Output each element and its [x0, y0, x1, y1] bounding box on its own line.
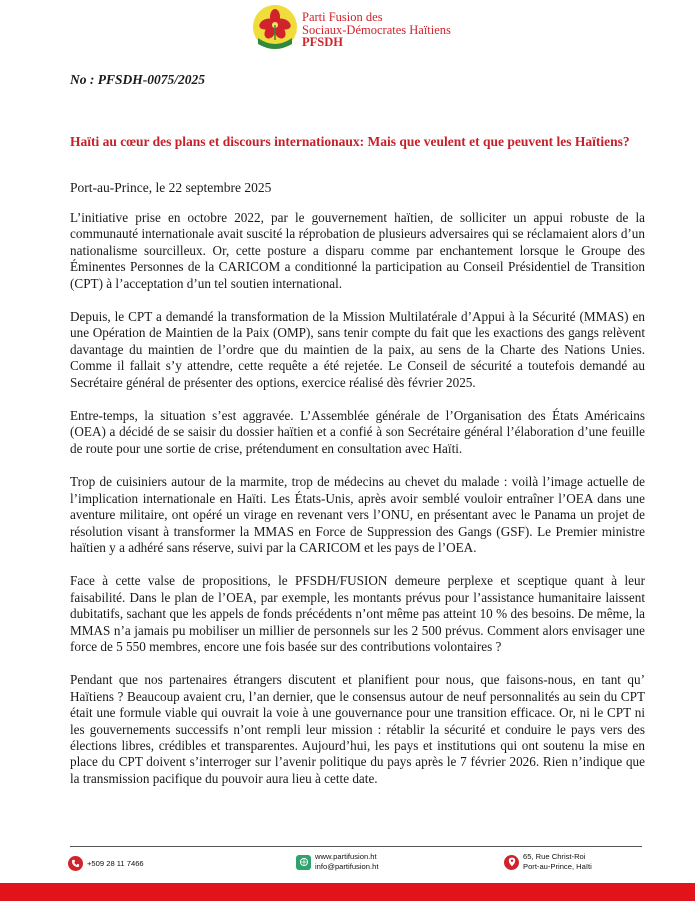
paragraph: Entre-temps, la situation s’est aggravée. L’Assemblée générale de l’Organisation des États Américains (OEA) a décidé de se saisir du dossier haïtien et a confié à son Secrétaire général l’élaboration d’une feuille de route pour une sortie de crise, prétendument en consultation avec Haïti.	[70, 408, 645, 456]
party-name-line2: Sociaux-Démocrates Haïtiens	[302, 22, 451, 37]
email-link[interactable]: info@partifusion.ht	[315, 862, 379, 871]
party-abbreviation: PFSDH	[302, 35, 343, 49]
paragraph: Face à cette valse de propositions, le PFSDH/FUSION demeure perplexe et sceptique quant à leur faisabilité. Dans le plan de l’OEA, par exemple, les montants prévus pour l’assistance humanitaire laissent dubitatifs, sachant que les appels de fonds précédents n’ont même pas atteint 10 % des besoins. De même, la MMAS n’a jamais pu mobiliser un millier de personnels sur les 2 500 prévus. Comment alors envisager une force de 5 550 membres, encore une fois basée sur des contributions volontaires ?	[70, 573, 645, 654]
document-body	[70, 210, 645, 804]
phone-number[interactable]: +509 28 11 7466	[87, 858, 144, 868]
footer-web	[296, 852, 378, 872]
footer-phone	[68, 856, 144, 871]
paragraph: L’initiative prise en octobre 2022, par le gouvernement haïtien, de solliciter un appui robuste de la communauté internationale avait suscité la réprobation de plusieurs adversaires qui se réclamaient alors d’un nationalisme sourcilleux. Or, cette posture a disparu comme par enchantement lorsque le Groupe des Éminentes Personnes de la CARICOM a conditionné la participation au Conseil Présidentiel de Transition (CPT) à l’acceptation d’un tel soutien international.	[70, 210, 645, 291]
document-title: Haïti au cœur des plans et discours internationaux: Mais que veulent et que peuvent les Haïtiens?	[70, 134, 630, 149]
paragraph: Pendant que nos partenaires étrangers discutent et planifient pour nous, que faisons-nous, en tant qu’ Haïtiens ? Beaucoup avaient cru, l’an dernier, que le consensus autour de neuf personnalités au sein du CPT était une formule viable qui ouvrait la voie à une gouvernance pour une transition efficace. Or, ni le CPT ni les gouvernements successifs n’ont rempli leur mission : rétablir la sécurité et conduire le pays vers des élections libres, crédibles et transparentes. Aujourd’hui, les pays et institutions qui ont soutenu la mise en place du CPT doivent s’interroger sur l’avenir politique du pays après le 7 février 2026. Rien n’indique que la transmission pacifique du pouvoir aura lieu à cette date.	[70, 672, 645, 786]
address-line1: 65, Rue Christ-Roi	[523, 852, 586, 861]
address-line2: Port-au-Prince, Haïti	[523, 862, 592, 871]
paragraph: Trop de cuisiniers autour de la marmite, trop de médecins au chevet du malade : voilà l’image actuelle de l’implication internationale en Haïti. Les États-Unis, après avoir semblé vouloir entraîner l’OEA dans une aventure militaire, ont opéré un virage en revenant vers l’ONU, en présentant avec le Panama un projet de résolution visant à transformer la MMAS en Force de Suppression des Gangs (GSF). Le Premier ministre haïtien y a adhéré sans réserve, suivi par la CARICOM et les pays de l’OEA.	[70, 474, 645, 555]
document-number: No : PFSDH-0075/2025	[70, 72, 205, 87]
party-name	[302, 11, 451, 49]
location-pin-icon	[504, 855, 519, 870]
party-name-line1: Parti Fusion des	[302, 10, 383, 24]
phone-icon	[68, 856, 83, 871]
website-link[interactable]: www.partifusion.ht	[315, 852, 377, 861]
paragraph: Depuis, le CPT a demandé la transformation de la Mission Multilatérale d’Appui à la Sécurité (MMAS) en une Opération de Maintien de la Paix (OMP), sans tenir compte du fait que les exactions des gangs relèvent davantage du maintien de l’ordre que du maintien de la paix, au sens de la Charte des Nations Unies. Comme il fallait s’y attendre, cette requête a été rejetée. Le Conseil de sécurité a toutefois demandé au Secrétaire général de présenter des options, exercice réalisé dès février 2025.	[70, 309, 645, 390]
letterhead	[252, 4, 552, 48]
web-icon	[296, 855, 311, 870]
party-logo-icon	[252, 4, 298, 50]
footer-address	[504, 852, 592, 872]
document-date: Port-au-Prince, le 22 septembre 2025	[70, 180, 272, 195]
footer-divider	[70, 846, 642, 847]
footer-red-bar	[0, 883, 695, 901]
